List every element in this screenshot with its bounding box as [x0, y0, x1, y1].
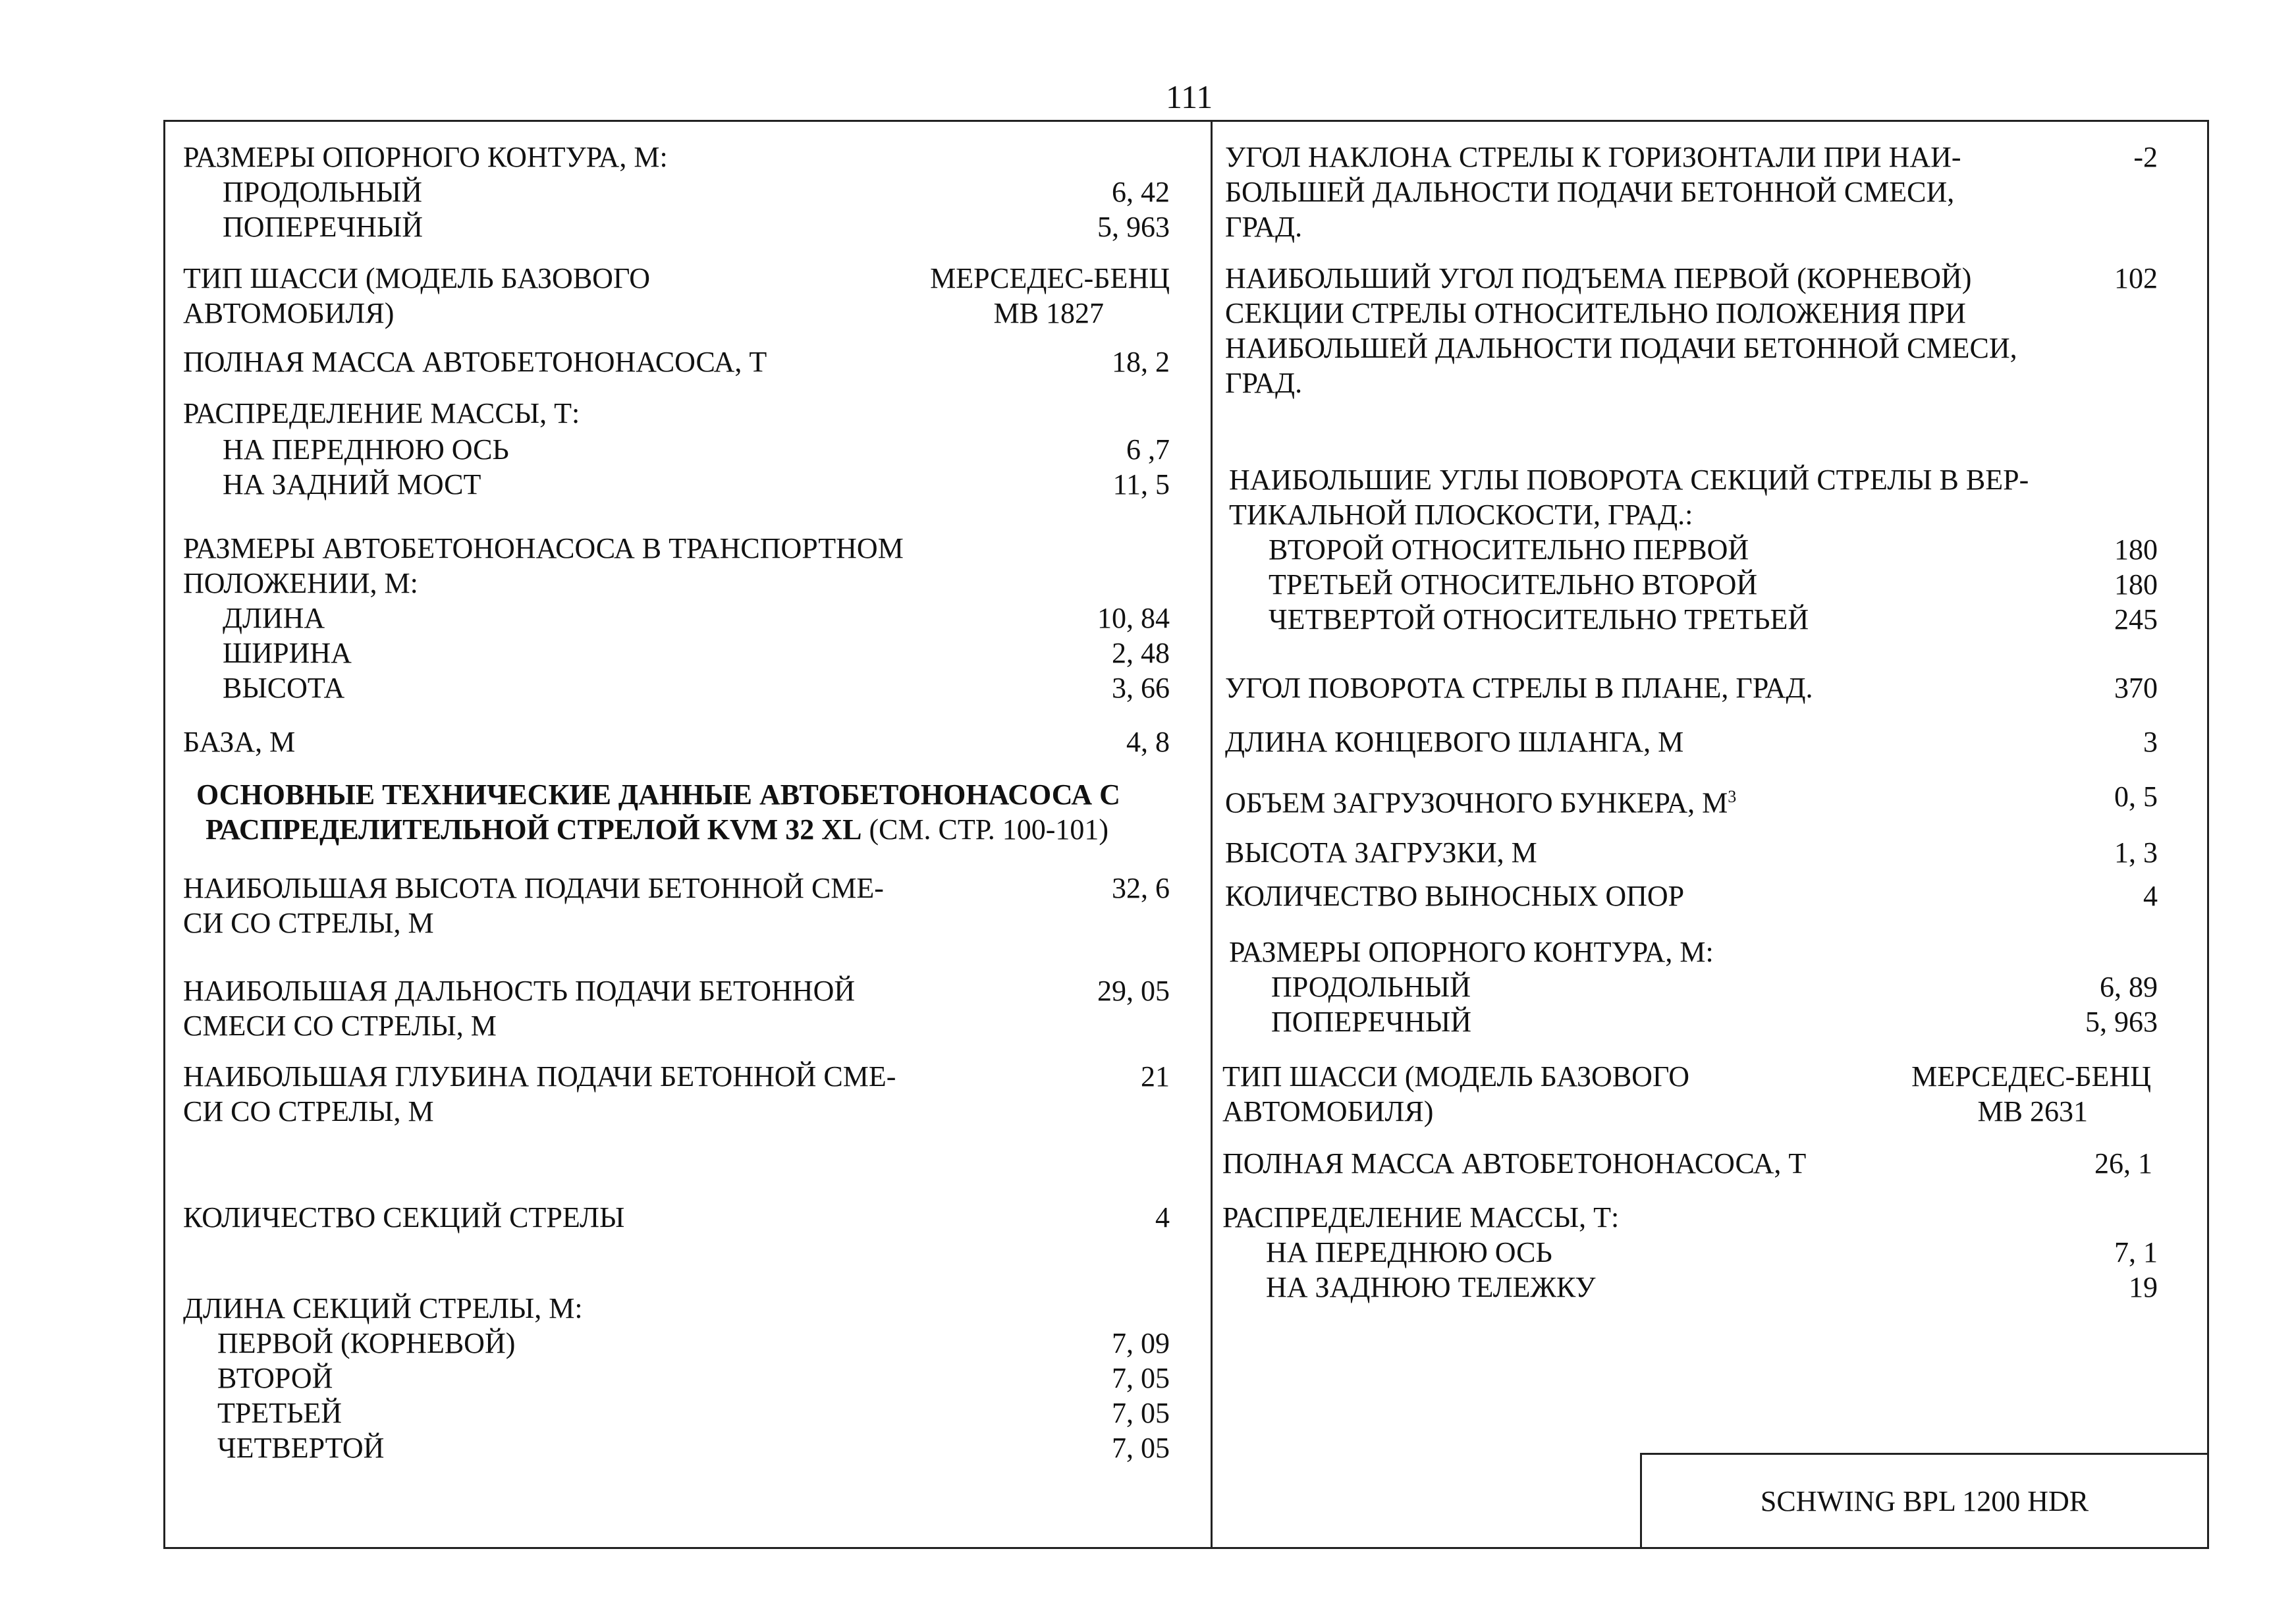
left-length: ДЛИНА [223, 602, 325, 634]
section-heading-ref: (СМ. СТР. 100-101) [861, 813, 1109, 846]
left-base-value: 4, 8 [1126, 726, 1170, 758]
right-outriggers-value: 4 [2143, 880, 2158, 912]
left-chassis-line1: ТИП ШАССИ (МОДЕЛЬ БАЗОВОГО [183, 262, 651, 294]
section-heading-line1: ОСНОВНЫЕ ТЕХНИЧЕСКИЕ ДАННЫЕ АВТОБЕТОНОНАСОСА С [196, 778, 1120, 811]
right-plan-rotation: УГОЛ ПОВОРОТА СТРЕЛЫ В ПЛАНЕ, ГРАД. [1225, 672, 1813, 704]
left-section-fourth: ЧЕТВЕРТОЙ [217, 1432, 385, 1464]
right-rotation-second-value: 180 [2114, 533, 2158, 566]
right-boom-angle-line2: БОЛЬШЕЙ ДАЛЬНОСТИ ПОДАЧИ БЕТОННОЙ СМЕСИ, [1225, 176, 1955, 208]
left-base: БАЗА, М [183, 726, 296, 758]
right-mass-rear: НА ЗАДНЮЮ ТЕЛЕЖКУ [1266, 1271, 1596, 1303]
left-section-third: ТРЕТЬЕЙ [217, 1397, 342, 1429]
left-support-trans: ПОПЕРЕЧНЫЙ [223, 211, 424, 243]
left-transport-line1: РАЗМЕРЫ АВТОБЕТОНОНАСОСА В ТРАНСПОРТНОМ [183, 532, 904, 564]
right-end-hose: ДЛИНА КОНЦЕВОГО ШЛАНГА, М [1225, 726, 1684, 758]
left-max-height-line1: НАИБОЛЬШАЯ ВЫСОТА ПОДАЧИ БЕТОННОЙ СМЕ- [183, 872, 884, 904]
right-total-mass: ПОЛНАЯ МАССА АВТОБЕТОНОНАСОСА, Т [1222, 1147, 1807, 1180]
left-max-reach-line1: НАИБОЛЬШАЯ ДАЛЬНОСТЬ ПОДАЧИ БЕТОННОЙ [183, 975, 856, 1007]
right-boom-angle-value: -2 [2133, 141, 2158, 173]
left-mass-front: НА ПЕРЕДНЮЮ ОСЬ [223, 433, 509, 466]
right-hopper-label: ОБЪЕМ ЗАГРУЗОЧНОГО БУНКЕРА, М [1225, 786, 1728, 819]
left-length-value: 10, 84 [1097, 602, 1170, 634]
right-hopper [1225, 779, 1736, 821]
left-mass-rear-value: 11, 5 [1112, 468, 1170, 501]
left-section-lengths-title: ДЛИНА СЕКЦИЙ СТРЕЛЫ, М: [183, 1292, 583, 1324]
right-total-mass-value: 26, 1 [2094, 1147, 2152, 1180]
right-rotation-third-value: 180 [2114, 568, 2158, 601]
left-transport-line2: ПОЛОЖЕНИИ, М: [183, 567, 418, 599]
right-lift-angle-value: 102 [2114, 262, 2158, 294]
right-rotation-fourth: ЧЕТВЕРТОЙ ОТНОСИТЕЛЬНО ТРЕТЬЕЙ [1269, 603, 1809, 636]
left-support-trans-value: 5, 963 [1097, 211, 1170, 243]
right-rotation-fourth-value: 245 [2114, 603, 2158, 636]
left-section-second-value: 7, 05 [1112, 1362, 1170, 1394]
left-width-value: 2, 48 [1112, 637, 1170, 669]
right-support-trans: ПОПЕРЕЧНЫЙ [1271, 1006, 1472, 1038]
right-chassis-value2: МВ 2631 [1977, 1095, 2088, 1128]
left-section-second: ВТОРОЙ [217, 1362, 333, 1394]
section-heading-line2 [205, 812, 1108, 847]
right-support-long: ПРОДОЛЬНЫЙ [1271, 971, 1471, 1003]
left-section-third-value: 7, 05 [1112, 1397, 1170, 1429]
right-hopper-value: 0, 5 [2114, 780, 2158, 813]
left-mass-front-value: 6 ,7 [1126, 433, 1170, 466]
left-max-depth-line2: СИ СО СТРЕЛЫ, М [183, 1095, 434, 1128]
left-chassis-value1: МЕРСЕДЕС-БЕНЦ [930, 262, 1170, 294]
right-mass-rear-value: 19 [2129, 1271, 2158, 1303]
left-mass-dist-title: РАСПРЕДЕЛЕНИЕ МАССЫ, Т: [183, 397, 580, 429]
page-number: 111 [1166, 78, 1213, 115]
right-plan-rotation-value: 370 [2114, 672, 2158, 704]
left-support-title: РАЗМЕРЫ ОПОРНОГО КОНТУРА, М: [183, 141, 668, 173]
left-max-height-value: 32, 6 [1112, 872, 1170, 904]
right-mass-front-value: 7, 1 [2114, 1236, 2158, 1268]
left-section-first-value: 7, 09 [1112, 1327, 1170, 1359]
left-total-mass-value: 18, 2 [1112, 346, 1170, 378]
right-support-long-value: 6, 89 [2100, 971, 2158, 1003]
left-sections-count: КОЛИЧЕСТВО СЕКЦИЙ СТРЕЛЫ [183, 1201, 625, 1234]
right-rotation-third: ТРЕТЬЕЙ ОТНОСИТЕЛЬНО ВТОРОЙ [1269, 568, 1758, 601]
right-mass-dist-title: РАСПРЕДЕЛЕНИЕ МАССЫ, Т: [1222, 1201, 1620, 1234]
left-height: ВЫСОТА [223, 672, 345, 704]
left-support-long-value: 6, 42 [1112, 176, 1170, 208]
right-lift-angle-line3: НАИБОЛЬШЕЙ ДАЛЬНОСТИ ПОДАЧИ БЕТОННОЙ СМЕСИ, [1225, 332, 2017, 364]
right-lift-angle-line2: СЕКЦИИ СТРЕЛЫ ОТНОСИТЕЛЬНО ПОЛОЖЕНИЯ ПРИ [1225, 297, 1966, 329]
right-rotation-line1: НАИБОЛЬШИЕ УГЛЫ ПОВОРОТА СЕКЦИЙ СТРЕЛЫ В ВЕР- [1229, 464, 2029, 496]
right-boom-angle-line1: УГОЛ НАКЛОНА СТРЕЛЫ К ГОРИЗОНТАЛИ ПРИ НАИ- [1225, 141, 1961, 173]
section-heading-model: РАСПРЕДЕЛИТЕЛЬНОЙ СТРЕЛОЙ KVM 32 XL [205, 813, 862, 846]
left-height-value: 3, 66 [1112, 672, 1170, 704]
right-lift-angle-line4: ГРАД. [1225, 367, 1303, 399]
right-rotation-second: ВТОРОЙ ОТНОСИТЕЛЬНО ПЕРВОЙ [1269, 533, 1749, 566]
left-max-depth-value: 21 [1141, 1060, 1170, 1093]
right-hopper-sup: 3 [1728, 787, 1737, 806]
right-end-hose-value: 3 [2143, 726, 2158, 758]
left-support-long: ПРОДОЛЬНЫЙ [223, 176, 422, 208]
left-width: ШИРИНА [223, 637, 352, 669]
right-chassis-line1: ТИП ШАССИ (МОДЕЛЬ БАЗОВОГО [1222, 1060, 1690, 1093]
right-mass-front: НА ПЕРЕДНЮЮ ОСЬ [1266, 1236, 1552, 1268]
left-total-mass: ПОЛНАЯ МАССА АВТОБЕТОНОНАСОСА, Т [183, 346, 767, 378]
column-divider [1211, 120, 1213, 1549]
left-max-height-line2: СИ СО СТРЕЛЫ, М [183, 907, 434, 939]
left-section-fourth-value: 7, 05 [1112, 1432, 1170, 1464]
right-chassis-value1: МЕРСЕДЕС-БЕНЦ [1911, 1060, 2151, 1093]
right-support-title: РАЗМЕРЫ ОПОРНОГО КОНТУРА, М: [1229, 936, 1714, 968]
right-chassis-line2: АВТОМОБИЛЯ) [1222, 1095, 1434, 1128]
left-max-depth-line1: НАИБОЛЬШАЯ ГЛУБИНА ПОДАЧИ БЕТОННОЙ СМЕ- [183, 1060, 896, 1093]
left-max-reach-line2: СМЕСИ СО СТРЕЛЫ, М [183, 1010, 497, 1042]
right-boom-angle-line3: ГРАД. [1225, 211, 1303, 243]
right-load-height: ВЫСОТА ЗАГРУЗКИ, М [1225, 836, 1537, 869]
right-support-trans-value: 5, 963 [2085, 1006, 2158, 1038]
left-mass-rear: НА ЗАДНИЙ МОСТ [223, 468, 481, 501]
right-load-height-value: 1, 3 [2114, 836, 2158, 869]
right-outriggers: КОЛИЧЕСТВО ВЫНОСНЫХ ОПОР [1225, 880, 1685, 912]
title-block-text: SCHWING BPL 1200 HDR [1760, 1484, 2089, 1517]
left-max-reach-value: 29, 05 [1097, 975, 1170, 1007]
left-sections-count-value: 4 [1155, 1201, 1170, 1234]
left-section-first: ПЕРВОЙ (КОРНЕВОЙ) [217, 1327, 516, 1359]
left-chassis-line2: АВТОМОБИЛЯ) [183, 297, 395, 329]
left-chassis-value2: МВ 1827 [993, 297, 1104, 329]
right-lift-angle-line1: НАИБОЛЬШИЙ УГОЛ ПОДЪЕМА ПЕРВОЙ (КОРНЕВОЙ) [1225, 262, 1972, 294]
right-rotation-line2: ТИКАЛЬНОЙ ПЛОСКОСТИ, ГРАД.: [1229, 499, 1693, 531]
